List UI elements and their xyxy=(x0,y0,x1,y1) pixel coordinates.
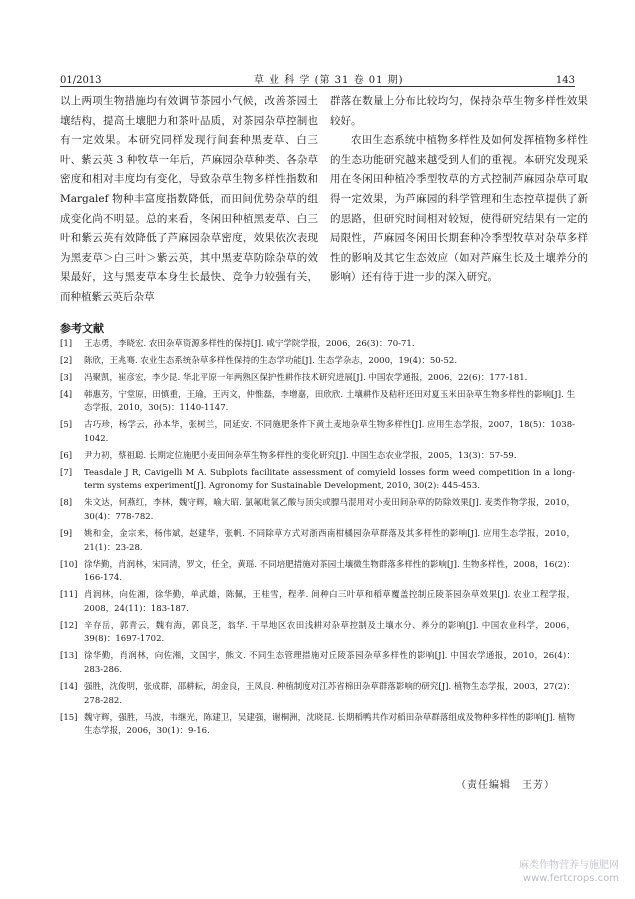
watermark-url: www.fertcrops.com xyxy=(522,873,619,884)
reference-number: [3] xyxy=(60,372,73,383)
discussion-paragraph-end: 群落在数量上分布比较均匀，保持杂草生物多样性效果较好。 xyxy=(330,95,588,127)
discussion-paragraph: 以上两项生物措施均有效调节茶园小气候，改善茶园土壤结构，提高土壤肥力和茶叶品质，对茶园杂草控制也有一定效果。本研究同样发现行间套种黑麦草、白三叶、紫云英 3 种牧草一年后，芦麻园杂草种类、各杂草密度和相对丰度均有变化，导致杂草生物多样性指数和 Margalef 物种丰富度指数降低，而田间优势杂草的组成变化尚不明显。总的来看，冬闲田种植黑麦草、白三叶和紫云英有效降低了芦麻园杂草密度，效果依次表现为黑麦草＞白三叶＞紫云英，其中黑麦草防除杂草的效果最好，这与黑麦草本身生长最快、竞争力较强有关，而种植紫云英后杂草 xyxy=(60,95,318,303)
references-heading: 参考文献 xyxy=(60,322,104,335)
reference-item xyxy=(60,650,575,677)
reference-text: 辛存岳，郭青云，魏有海，郭良芝，翁华. 干旱地区农田浅耕对杂草控制及土壤水分、养分的影响[J]. 中国农业科学，2006，39(8)：1697-1702. xyxy=(84,620,575,645)
reference-text: 魏守辉，强胜，马波，韦继光，陈建卫，吴建强，谢桐洲，沈晓昆. 长期稻鸭共作对稻田杂草群落组成及物种多样性的影响[J]. 植物生态学报，2006，30(1)：9-16. xyxy=(84,712,575,737)
reference-text: 古巧珍，杨学云，孙本华，张树兰，同延安. 不同施肥条件下黄土麦地杂草生物多样性[J]. 应用生态学报，2007，18(5)：1038-1042. xyxy=(84,420,575,444)
running-header xyxy=(60,64,575,87)
reference-text: Teasdale J R, Cavigelli M A. Subplots facilitate assessment of comyield losses form weed competition in a long-term systems experiment[J]. Agronomy for Sustainable Development, 2010, 30(2): 445-453. xyxy=(84,467,575,492)
reference-item xyxy=(60,450,575,464)
reference-item xyxy=(60,589,575,616)
reference-number: [7] xyxy=(60,467,73,478)
reference-number: [10] xyxy=(60,559,78,570)
reference-item xyxy=(60,419,575,446)
reference-item xyxy=(60,355,575,369)
reference-number: [11] xyxy=(60,590,78,601)
reference-list xyxy=(60,338,575,742)
reference-text: 徐华勤，肖润林，宋同清，罗文，任全，黄瑶. 不同培肥措施对茶园土壤微生物群落多样性的影响[J]. 生物多样性，2008，16(2)：166-174. xyxy=(84,559,575,584)
reference-text: 韩惠芳，宁堂原，田慎重，王瑜，王丙文，仲惟磊，李增嘉，田欣欣. 土壤耕作及秸秆还田对夏玉米田杂草生物多样性的影响[J]. 生态学报，2010，30(5)：1140-1147. xyxy=(84,389,575,414)
reference-text: 强胜，沈俊明，张成群，邵耕耘，胡金良，王凤良. 种植制度对江苏省棉田杂草群落影响的研究[J]. 植物生态学报，2003，27(2)：278-282. xyxy=(84,681,575,706)
site-watermark xyxy=(519,859,619,885)
reference-item xyxy=(60,389,575,416)
reference-item xyxy=(60,681,575,708)
reference-text: 尹力初，蔡祖聪. 长期定位施肥小麦田间杂草生物多样性的变化研究[J]. 中国生态农业学报，2005，13(3)：57-59. xyxy=(84,450,517,461)
reference-text: 朱文达，何燕红，李林，魏守辉，喻大昭. 氯氟吡氧乙酸与顶尖或膘马混用对小麦田间杂草的防除效果[J]. 麦类作物学报，2010，30(4)：778-782. xyxy=(84,498,575,523)
left-column xyxy=(60,92,318,308)
reference-text: 冯聚凯，崔彦宏，李少昆. 华北平原一年两熟区保护性耕作技术研究进展[J]. 中国农学通报，2006，22(6)：177-181. xyxy=(84,372,528,383)
responsible-editor: （责任编辑 王芳） xyxy=(456,780,555,791)
reference-number: [2] xyxy=(60,355,73,366)
reference-item xyxy=(60,559,575,586)
reference-text: 陈欣，王兆骞. 农业生态系统杂草多样性保持的生态学功能[J]. 生态学杂志，2000，19(4)：50-52. xyxy=(84,355,458,366)
reference-number: [1] xyxy=(60,339,73,349)
reference-item xyxy=(60,372,575,386)
journal-title: 草 业 科 学 (第 31 卷 01 期) xyxy=(253,75,404,86)
reference-item xyxy=(60,338,575,352)
page-number: 143 xyxy=(555,75,575,86)
issue-date: 01/2013 xyxy=(60,75,102,86)
reference-number: [5] xyxy=(60,420,73,431)
reference-text: 王志勇，李晓宏. 农田杂草资源多样性的保持[J]. 咸宁学院学报，2006，26(3)：70-71. xyxy=(84,339,415,349)
reference-item xyxy=(60,620,575,647)
right-column xyxy=(330,92,588,288)
reference-number: [14] xyxy=(60,681,78,692)
reference-item xyxy=(60,712,575,739)
reference-item xyxy=(60,467,575,494)
reference-text: 肖润林，向佐湘，徐华勤，单武雄，陈佩，王桂雪，程孝. 间种白三叶草和稻草覆盖控制丘陵茶园杂草效果[J]. 农业工程学报，2008，24(11)：183-187. xyxy=(84,590,575,614)
reference-text: 姚和金，金宗来，杨伟斌，赵建华，张帆. 不同除草方式对浙西南柑橘园杂草群落及其多样性的影响[J]. 应用生态学报，2010，21(1)：23-28. xyxy=(84,528,575,553)
conclusion-paragraph: 农田生态系统中植物多样性及如何发挥植物多样性的生态功能研究越来越受到人们的重视。本研究发现采用在冬闲田种植冷季型牧草的方式控制芦麻园杂草可取得一定效果，为芦麻园的科学管理和生态控草提供了新的思路，但研究时间相对较短，使得研究结果有一定的局限性，芦麻园冬闲田长期套种冷季型牧草对杂草多样性的影响及其它生态效应（如对芦麻生长及土壤养分的影响）还有待于进一步的深入研究。 xyxy=(330,134,588,284)
reference-number: [4] xyxy=(60,389,73,400)
reference-number: [15] xyxy=(60,712,78,723)
reference-number: [8] xyxy=(60,498,73,509)
reference-number: [6] xyxy=(60,450,73,461)
reference-item xyxy=(60,497,575,524)
reference-number: [12] xyxy=(60,620,78,631)
reference-number: [13] xyxy=(60,651,78,662)
watermark-title: 麻类作物营养与施肥网 xyxy=(519,860,619,871)
reference-text: 徐华勤，肖润林，向佐湘，文国宇，熊文. 不同生态管理措施对丘陵茶园杂草多样性的影响[J]. 中国农学通报，2010，26(4)：283-286. xyxy=(84,651,575,676)
reference-item xyxy=(60,528,575,555)
reference-number: [9] xyxy=(60,528,73,539)
